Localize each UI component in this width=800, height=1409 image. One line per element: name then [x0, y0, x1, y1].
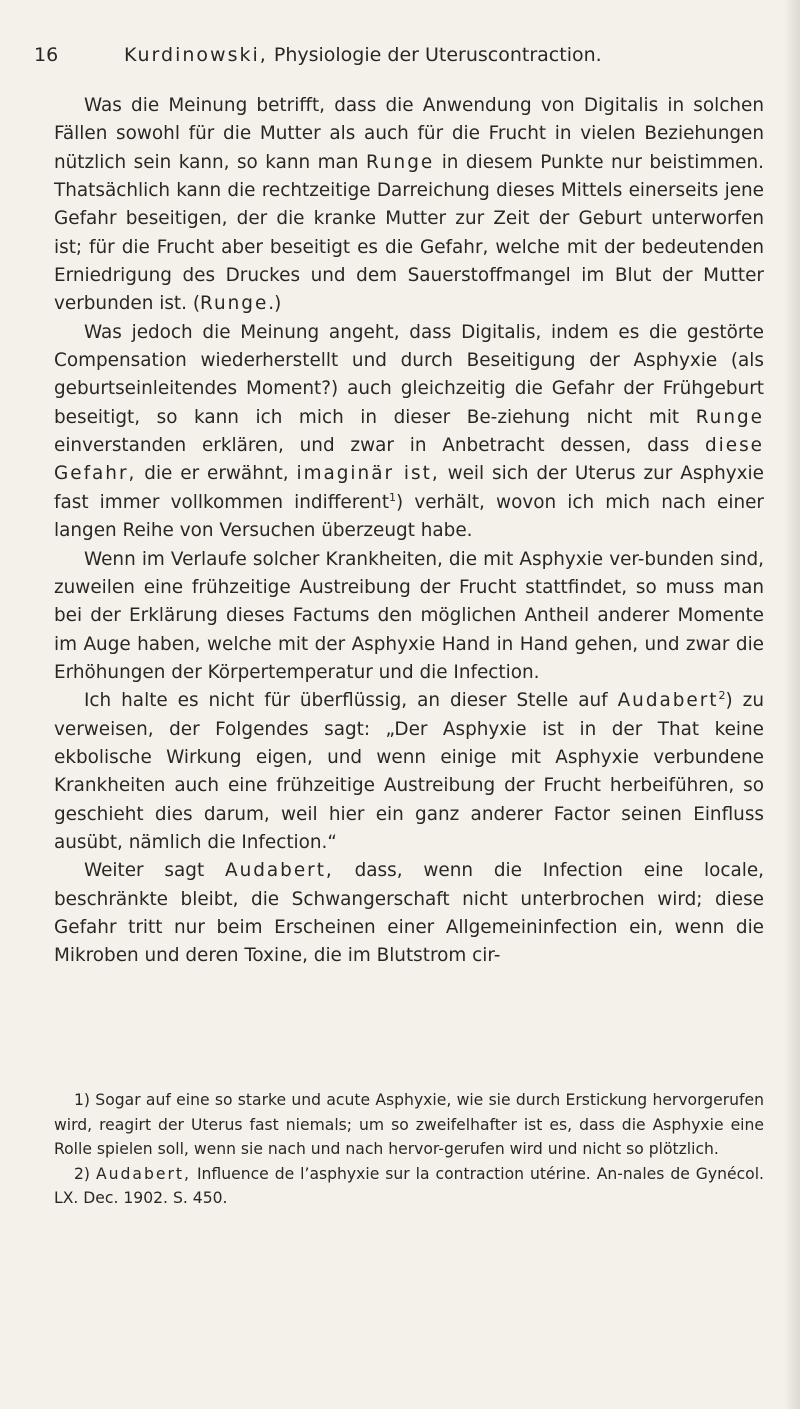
- emphasis-text: diese Gefahr,: [54, 435, 764, 485]
- paragraph-2: Was jedoch die Meinung angeht, dass Digitalis, indem es die gestörte Compensation wiederherstellt und durch Beseitigung der Asphyxie (als geburtseinleitendes Moment?) auch gleichzeitig die Gefahr der Frühgeburt beseitigt, so kann ich mich in dieser Be-ziehung nicht mit Runge einverstanden erklären, und zwar in Anbetracht dessen, dass diese Gefahr, die er erwähnt, imaginär ist, weil sich der Uterus zur Asphyxie fast immer vollkommen indifferent$^1$) verhält, wovon ich mich nach einer langen Reihe von Versuchen überzeugt habe.: [54, 321, 764, 542]
- page-edge-shadow: [784, 0, 800, 1409]
- footnote-1: 1) Sogar auf eine so starke und acute Asphyxie, wie sie durch Erstickung hervorgerufen wird, reagirt der Uterus fast niemals; um so zweifelhafter ist es, dass die Asphyxie eine Rolle spielen soll, wenn sie nach und nach hervor-gerufen wird und nicht so plötzlich.: [54, 1091, 764, 1159]
- author-name-runge: Runge: [200, 293, 269, 315]
- body-text: [54, 92, 764, 971]
- footnote-ref-1[interactable]: 1: [389, 490, 397, 504]
- paragraph-1: Was die Meinung betrifft, dass die Anwendung von Digitalis in solchen Fällen sowohl für die Mutter als auch für die Frucht in vielen Beziehungen nützlich sein kann, so kann man Runge in diesem Punkte nur beistimmen. Thatsächlich kann die rechtzeitige Darreichung dieses Mittels einerseits jene Gefahr beseitigen, der die kranke Mutter zur Zeit der Geburt unterworfen ist; für die Frucht aber beseitigt es die Gefahr, welche mit der bedeutenden Erniedrigung des Druckes und dem Sauerstoffmangel im Blut der Mutter verbunden ist. (Runge.): [54, 95, 764, 315]
- footnotes: [54, 1088, 764, 1211]
- footnote-2: 2) Audabert, Influence de l’asphyxie sur la contraction utérine. An-nales de Gynécol. LX. Dec. 1902. S. 450.: [54, 1164, 764, 1208]
- footnote-ref-2[interactable]: 2: [718, 689, 726, 703]
- running-title-author: Kurdinowski,: [124, 44, 268, 66]
- page-header: [34, 44, 774, 84]
- author-name-audabert: Audabert,: [224, 860, 334, 882]
- running-title-text: Physiologie der Uteruscontraction.: [273, 44, 602, 66]
- author-name-audabert: Audabert: [617, 690, 719, 712]
- paragraph-3: Wenn im Verlaufe solcher Krankheiten, die mit Asphyxie ver-bunden sind, zuweilen eine frühzeitige Austreibung der Frucht stattfindet, so muss man bei der Erklärung dieses Factums den möglichen Antheil anderer Momente im Auge haben, welche mit der Asphyxie Hand in Hand gehen, und zwar die Erhöhungen der Körpertemperatur und die Infection.: [54, 548, 764, 683]
- author-name-audabert: Audabert,: [95, 1164, 191, 1183]
- author-name-runge: Runge: [695, 406, 764, 428]
- paragraph-5: Weiter sagt Audabert, dass, wenn die Infection eine locale, beschränkte bleibt, die Schwangerschaft nicht unterbrochen wird; diese Gefahr tritt nur beim Erscheinen einer Allgemeininfection ein, wenn die Mikroben und deren Toxine, die im Blutstrom cir-: [54, 860, 764, 967]
- author-name-runge: Runge: [365, 151, 435, 173]
- page-number: 16: [34, 44, 59, 66]
- paragraph-4: Ich halte es nicht für überflüssig, an dieser Stelle auf Audabert$^2$) zu verweisen, der Folgendes sagt: „Der Asphyxie ist in der That keine ekbolische Wirkung eigen, und wenn einige mit Asphyxie verbundene Krankheiten auch eine frühzeitige Austreibung der Frucht herbeiführen, so geschieht dies darum, weil hier ein ganz anderer Factor seinen Einfluss ausübt, nämlich die Infection.“: [54, 689, 764, 853]
- running-title: [124, 44, 602, 66]
- emphasis-text: imaginär ist,: [296, 463, 440, 485]
